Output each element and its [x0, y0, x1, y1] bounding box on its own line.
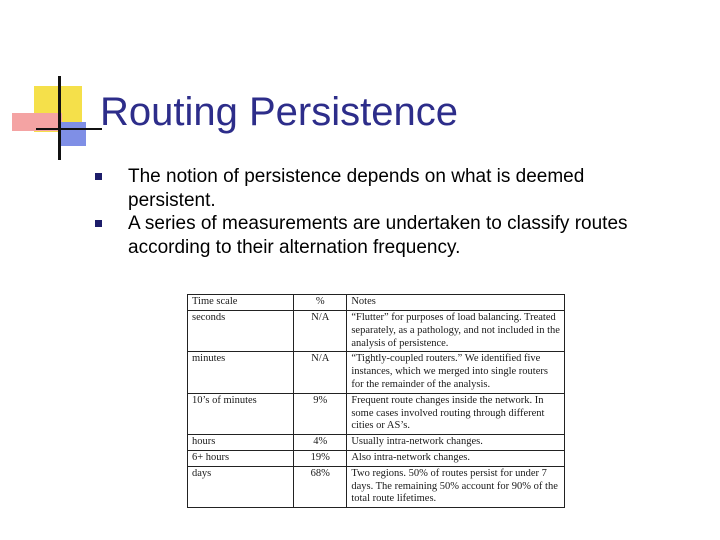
cell-notes: Usually intra-network changes. — [347, 435, 565, 451]
logo-vertical-line — [58, 76, 61, 160]
bullet-text: A series of measurements are undertaken to classify routes according to their alternation frequency. — [128, 213, 628, 258]
cell-notes: Frequent route changes inside the network. In some cases involved routing through different cities or AS’s. — [347, 393, 565, 434]
square-bullet-icon — [95, 173, 102, 180]
header-percent: % — [294, 295, 347, 311]
bullet-item — [95, 165, 655, 212]
table-header-row — [188, 295, 565, 311]
cell-percent: N/A — [294, 352, 347, 393]
logo-blue-square — [58, 122, 86, 146]
square-bullet-icon — [95, 220, 102, 227]
cell-notes: Two regions. 50% of routes persist for under 7 days. The remaining 50% account for 90% of the total route lifetimes. — [347, 466, 565, 507]
table-row — [188, 466, 565, 507]
cell-time-scale: 6+ hours — [188, 450, 294, 466]
cell-notes: “Tightly-coupled routers.” We identified five instances, which we merged into single routers for the remainder of the analysis. — [347, 352, 565, 393]
bullet-list — [95, 165, 655, 259]
template-logo-decoration — [0, 0, 110, 170]
cell-percent: 4% — [294, 435, 347, 451]
bullet-item — [95, 212, 655, 259]
header-time-scale: Time scale — [188, 295, 294, 311]
scanned-table-image — [187, 294, 565, 514]
table-row — [188, 450, 565, 466]
cell-time-scale: hours — [188, 435, 294, 451]
bullet-text: The notion of persistence depends on what is deemed persistent. — [128, 166, 585, 211]
table-row — [188, 352, 565, 393]
table-row — [188, 393, 565, 434]
cell-percent: 68% — [294, 466, 347, 507]
cell-time-scale: seconds — [188, 311, 294, 352]
header-notes: Notes — [347, 295, 565, 311]
cell-percent: 9% — [294, 393, 347, 434]
cell-percent: 19% — [294, 450, 347, 466]
table-row — [188, 311, 565, 352]
persistence-table — [187, 294, 565, 508]
cell-notes: “Flutter” for purposes of load balancing. Treated separately, as a pathology, and not included in the analysis of persistence. — [347, 311, 565, 352]
cell-time-scale: days — [188, 466, 294, 507]
cell-time-scale: minutes — [188, 352, 294, 393]
logo-horizontal-line — [36, 128, 102, 130]
table-row — [188, 435, 565, 451]
cell-time-scale: 10’s of minutes — [188, 393, 294, 434]
cell-percent: N/A — [294, 311, 347, 352]
slide-title: Routing Persistence — [100, 90, 458, 134]
cell-notes: Also intra-network changes. — [347, 450, 565, 466]
